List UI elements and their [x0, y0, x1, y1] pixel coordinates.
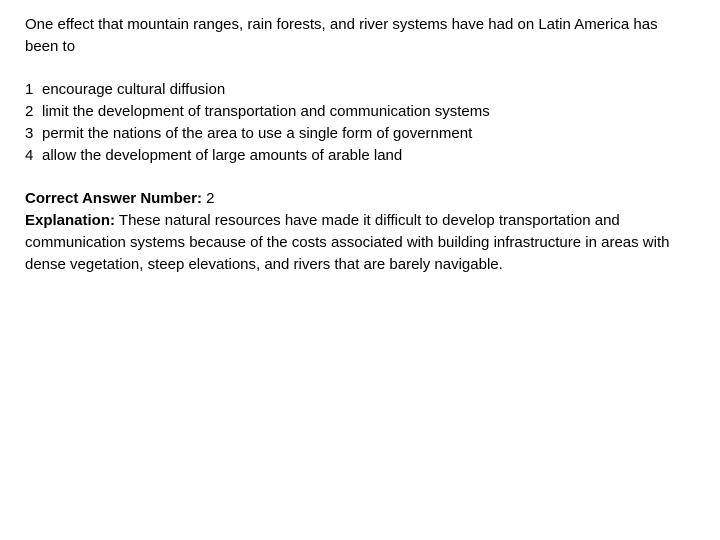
option-4 — [25, 145, 705, 167]
explanation-text: These natural resources have made it difficult to develop transportation and communication systems because of the costs associated with building infrastructure in areas with dense vegetation, steep elevations, and rivers that are barely navigable. — [25, 212, 670, 273]
correct-answer-value: 2 — [206, 190, 215, 207]
document-page — [25, 14, 705, 276]
question-text: One effect that mountain ranges, rain forests, and river systems have had on Latin America has been to — [25, 16, 658, 55]
option-2 — [25, 101, 705, 123]
option-text: limit the development of transportation and communication systems — [42, 103, 490, 120]
option-number: 4 — [25, 147, 34, 164]
option-number: 3 — [25, 125, 34, 142]
option-text: encourage cultural diffusion — [42, 81, 226, 98]
answer-block — [25, 188, 705, 276]
answer-options-list — [25, 79, 705, 167]
correct-answer-label: Correct Answer Number: — [25, 190, 202, 207]
correct-answer-line — [25, 188, 705, 210]
option-number: 2 — [25, 103, 34, 120]
option-text: permit the nations of the area to use a single form of government — [42, 125, 473, 142]
option-number: 1 — [25, 81, 34, 98]
option-1 — [25, 79, 705, 101]
explanation-paragraph — [25, 210, 705, 276]
option-text: allow the development of large amounts of arable land — [42, 147, 403, 164]
explanation-label: Explanation: — [25, 212, 116, 229]
option-3 — [25, 123, 705, 145]
